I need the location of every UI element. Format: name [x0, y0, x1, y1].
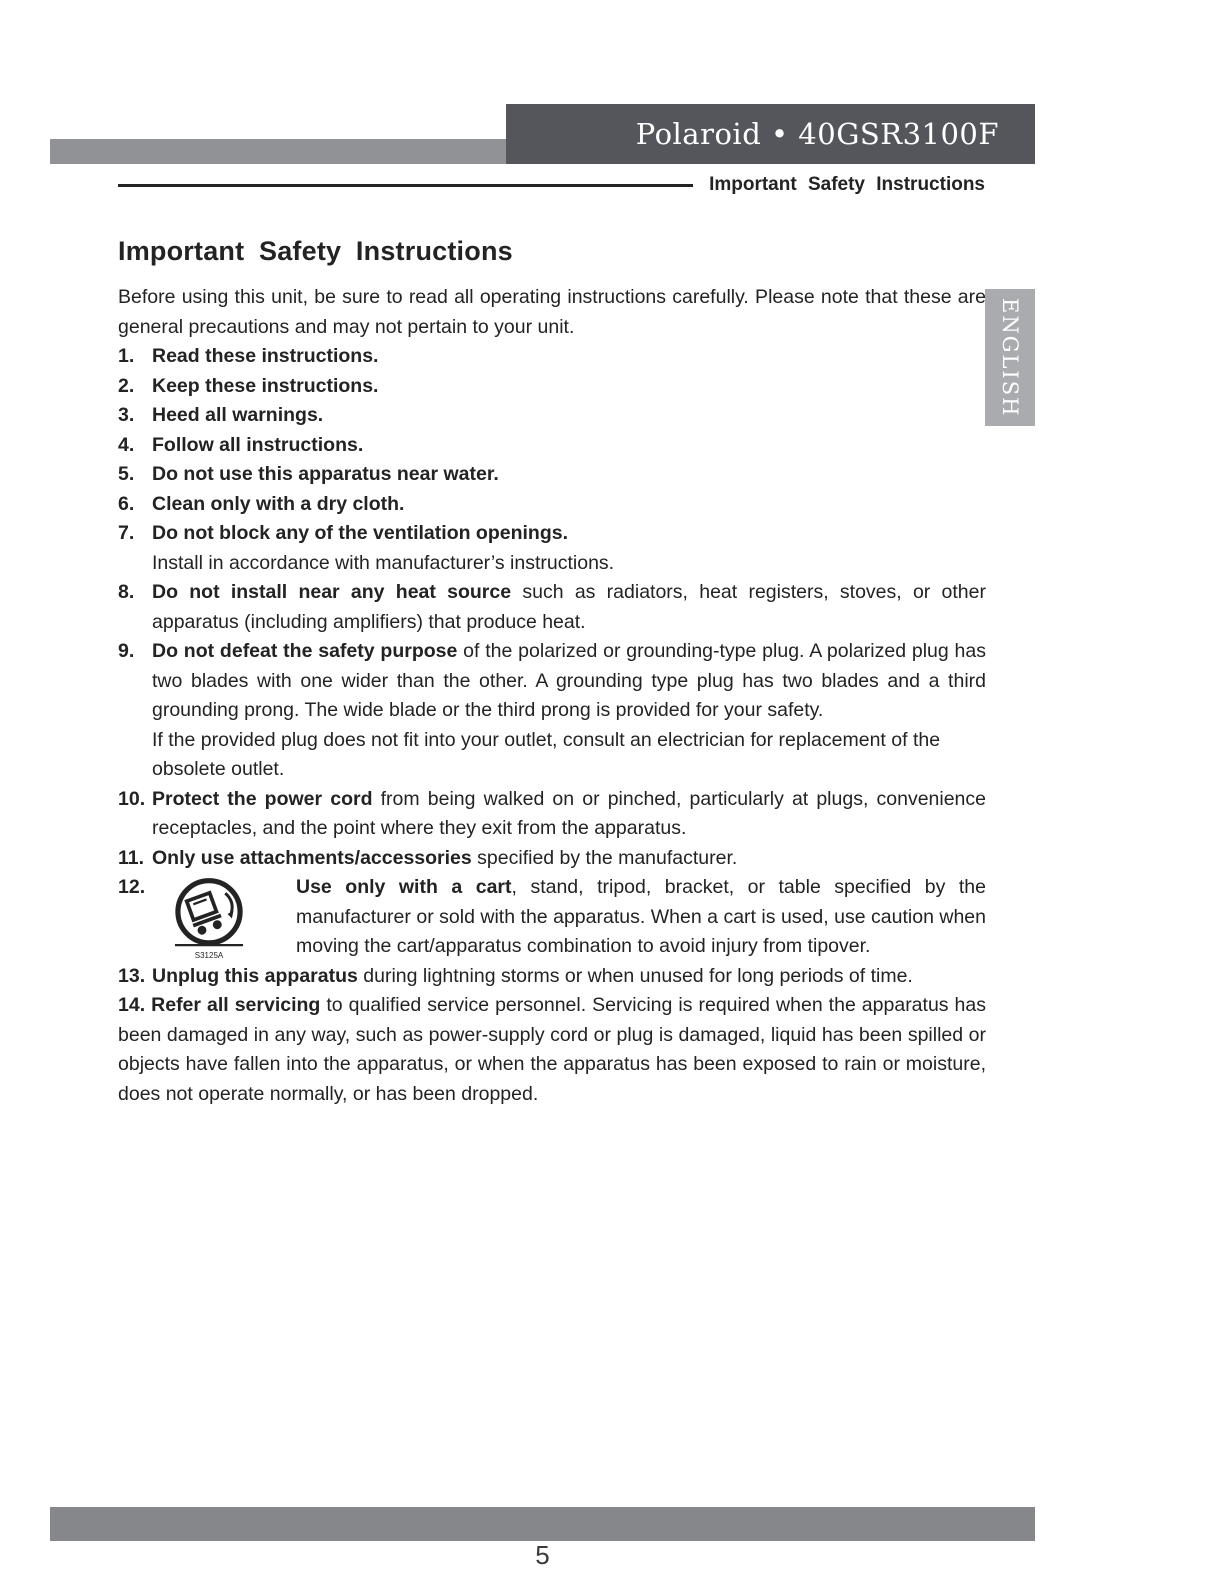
list-item	[118, 873, 986, 962]
item-number: 4.	[118, 433, 135, 456]
item-lead: Heed all warnings.	[152, 404, 324, 426]
item-lead: Do not block any of the ventilation openings.	[152, 522, 569, 544]
section-header	[118, 172, 985, 198]
list-item	[118, 844, 986, 874]
instructions-list	[118, 342, 986, 1109]
cart-tipover-icon	[170, 877, 248, 962]
item-lead: Do not defeat the safety purpose	[152, 640, 458, 662]
item-lead: Clean only with a dry cloth.	[152, 492, 405, 515]
item-number: 5.	[118, 463, 135, 485]
list-item	[118, 578, 986, 637]
brand-text: Polaroid • 40GSR3100F	[635, 117, 999, 151]
item-text	[152, 372, 986, 402]
item-number: 8.	[118, 581, 135, 603]
item-lead: Do not install near any heat source	[152, 581, 512, 603]
list-item	[118, 962, 986, 992]
brand-banner	[506, 104, 1035, 164]
item-text	[152, 431, 986, 461]
item-number: 11.	[118, 846, 145, 869]
item-text	[152, 401, 986, 431]
item-text	[152, 519, 986, 578]
section-label: Important Safety Instructions	[709, 174, 985, 195]
list-item	[118, 519, 986, 578]
item-number: 13.	[118, 964, 146, 987]
item-number: 2.	[118, 374, 135, 397]
language-tab	[985, 289, 1035, 426]
item-rest: of the polarized or grounding-type plug. A polarized plug has two blades with one wider than the other. A grounding type plug has two blades and a third grounding prong. The wide blade or the third prong is provided for your safety.	[152, 640, 986, 721]
item-text	[296, 873, 986, 962]
content-area	[118, 236, 986, 1109]
item-text	[152, 844, 986, 874]
intro-paragraph: Before using this unit, be sure to read all operating instructions carefully. Please note that these are general precautions and may not pertain to your unit.	[118, 286, 986, 338]
item-lead: Read these instructions.	[152, 345, 379, 367]
item-rest: specified by the manufacturer.	[471, 846, 738, 869]
list-item	[118, 372, 986, 402]
list-item	[118, 490, 986, 520]
item-number: 7.	[118, 522, 135, 544]
item-subline: Install in accordance with manufacturer’s instructions.	[152, 551, 615, 574]
item-rest: to qualified service personnel. Servicing is required when the apparatus has been damaged in any way, such as power-supply cord or plug is damaged, liquid has been spilled or objects have fallen into the apparatus, or when the apparatus has been exposed to rain or moisture, does not operate normally, or has been dropped.	[118, 994, 986, 1105]
item-rest: , stand, tripod, bracket, or table specified by the manufacturer or sold with the apparatus. When a cart is used, use caution when moving the cart/apparatus combination to avoid injury from tipover.	[296, 876, 986, 957]
item-text	[152, 342, 986, 372]
item-rest: from being walked on or pinched, particularly at plugs, convenience receptacles, and the point where they exit from the apparatus.	[152, 787, 986, 839]
item-number: 3.	[118, 404, 135, 426]
list-item	[118, 401, 986, 431]
item-lead: Keep these instructions.	[152, 374, 379, 397]
item-lead: Protect the power cord	[152, 787, 373, 810]
list-item	[118, 342, 986, 372]
item-number: 6.	[118, 492, 135, 515]
list-item	[118, 991, 986, 1109]
item-text	[152, 962, 986, 992]
item-lead: Follow all instructions.	[152, 433, 364, 456]
item-lead: Refer all servicing	[151, 994, 321, 1016]
section-rule	[118, 184, 693, 187]
page-title: Important Safety Instructions	[118, 236, 513, 266]
page-number: 5	[535, 1540, 550, 1570]
item-text	[152, 490, 986, 520]
list-item	[118, 785, 986, 844]
item-text	[152, 460, 986, 490]
language-tab-label: ENGLISH	[998, 297, 1022, 418]
item-rest: during lightning storms or when unused for long periods of time.	[357, 964, 913, 987]
item-lead: Do not use this apparatus near water.	[152, 463, 499, 485]
item-lead: Use only with a cart	[296, 876, 512, 898]
list-item	[118, 460, 986, 490]
item-text	[152, 785, 986, 844]
item-text	[152, 637, 986, 785]
item-text	[152, 578, 986, 637]
list-item	[118, 431, 986, 461]
item-number: 1.	[118, 345, 135, 367]
item-lead: Unplug this apparatus	[152, 964, 358, 987]
item-subline: If the provided plug does not fit into your outlet, consult an electrician for replacement of the obsolete outlet.	[152, 728, 941, 780]
item-number: 9.	[118, 640, 135, 662]
item-number: 14.	[118, 994, 152, 1016]
list-item	[118, 637, 986, 785]
icon-caption: S3125A	[194, 951, 224, 960]
item-rest: such as radiators, heat registers, stoves, or other apparatus (including amplifiers) that produce heat.	[152, 581, 986, 633]
item-lead: Only use attachments/accessories	[152, 846, 472, 869]
item-number: 12.	[118, 876, 146, 898]
item-number: 10.	[118, 787, 146, 810]
footer-bar	[50, 1507, 1035, 1541]
